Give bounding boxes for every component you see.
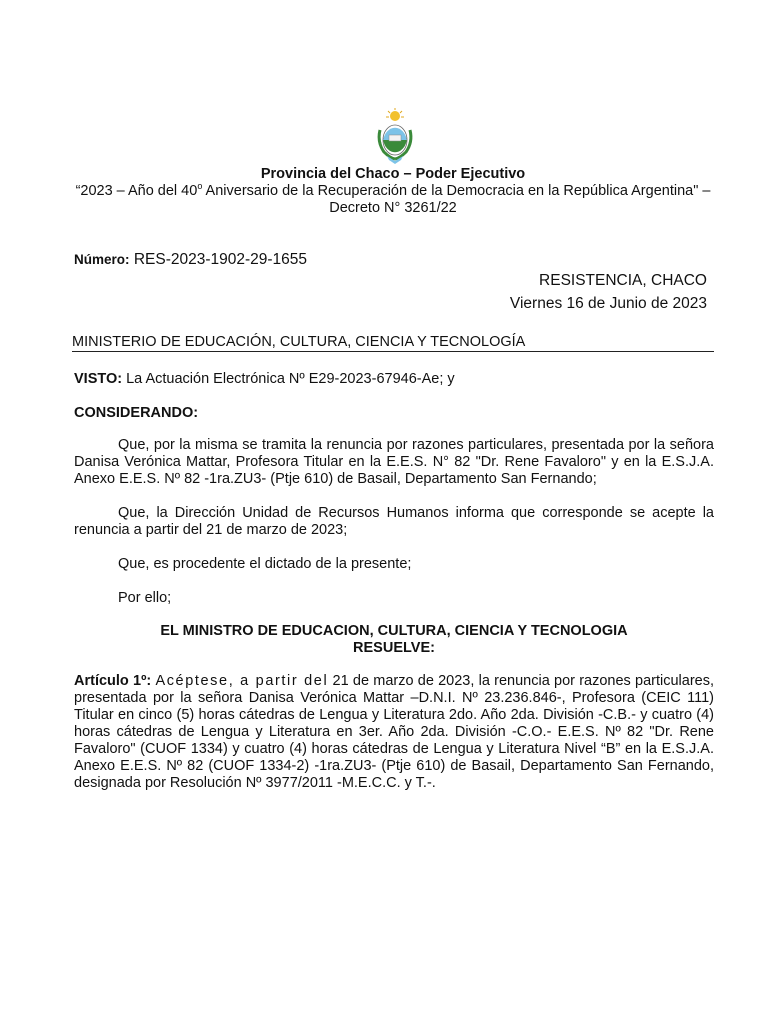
considerando-paragraph-1: [74, 437, 714, 488]
article-1-text: [74, 673, 714, 792]
considerando-paragraph-2: [74, 505, 714, 539]
article-1: [74, 673, 714, 792]
anniversary-motto: [70, 183, 716, 217]
visto-line: [74, 371, 714, 388]
ministry-heading: MINISTERIO DE EDUCACIÓN, CULTURA, CIENCIA Y TECNOLOGÍA: [72, 334, 714, 352]
article-1-spaced-text: Acéptese, a partir del: [155, 673, 329, 689]
ordinal-superscript: o: [197, 181, 203, 192]
authority-heading: [74, 623, 714, 657]
considerando-paragraph-4: [74, 590, 714, 607]
article-1-label: Artículo 1º:: [74, 673, 152, 689]
motto-part1: “2023 – Año del 40: [75, 183, 198, 199]
paragraph-text: Que, es procedente el dictado de la presente;: [118, 556, 412, 572]
numero-value: RES-2023-1902-29-1655: [133, 251, 308, 268]
provincial-crest-icon: [374, 108, 416, 164]
paragraph-text: Que, la Dirección Unidad de Recursos Humanos informa que corresponde se acepte la renuncia a partir del 21 de marzo de 2023;: [74, 505, 714, 538]
resolution-number: [74, 251, 307, 269]
motto-part2: Aniversario de la Recuperación de la Democracia en la República Argentina" –Decreto N° 3261/22: [202, 183, 711, 216]
visto-text: La Actuación Electrónica Nº E29-2023-67946-Ae; y: [126, 371, 455, 387]
visto-label: VISTO:: [74, 371, 123, 387]
resuelve-line: RESUELVE:: [353, 640, 435, 656]
paragraph-text: Que, por la misma se tramita la renuncia por razones particulares, presentada por la señora Danisa Verónica Mattar, Profesora Titular en la E.E.S. N° 82 "Dr. Rene Favaloro" y en la E.S.J.A. Anexo E.E.S. Nº 82 -1ra.ZU3- (Ptje 610) de Basail, Departamento San Fernando;: [74, 437, 714, 487]
date: Viernes 16 de Junio de 2023: [509, 295, 707, 312]
considerando-heading: CONSIDERANDO:: [74, 405, 199, 421]
authority-line: EL MINISTRO DE EDUCACION, CULTURA, CIENCIA Y TECNOLOGIA: [160, 623, 628, 639]
numero-label: Número:: [74, 252, 130, 267]
paragraph-text: Por ello;: [118, 590, 172, 606]
province-line: Provincia del Chaco – Poder Ejecutivo: [260, 166, 526, 182]
considerando-paragraph-3: [74, 556, 714, 573]
document-header: [70, 166, 716, 217]
article-1-body: 21 de marzo de 2023, la renuncia por razones particulares, presentada por la señora Danisa Verónica Mattar –D.N.I. Nº 23.236.846-, Profesora (CEIC 111) Titular en cinco (5) horas cátedras de Lengua y Literatura 2do. Año 2da. División -C.B.- y cuatro (4) horas cátedras de Lengua y Literatura en 3er. Año 2da. División -C.O.- E.E.S. Nº 82 "Dr. Rene Favaloro" (CUOF 1334) y cuatro (4) horas cátedras de Lengua y Literatura Nivel “B” en la E.S.J.A. Anexo E.E.S. Nº 82 (CUOF 1334-2) -1ra.ZU3- (Ptje 610) de Basail, Departamento San Fernando, designada por Resolución Nº 3977/2011 -M.E.C.C. y T.-.: [74, 673, 714, 791]
place: RESISTENCIA, CHACO: [539, 272, 707, 289]
